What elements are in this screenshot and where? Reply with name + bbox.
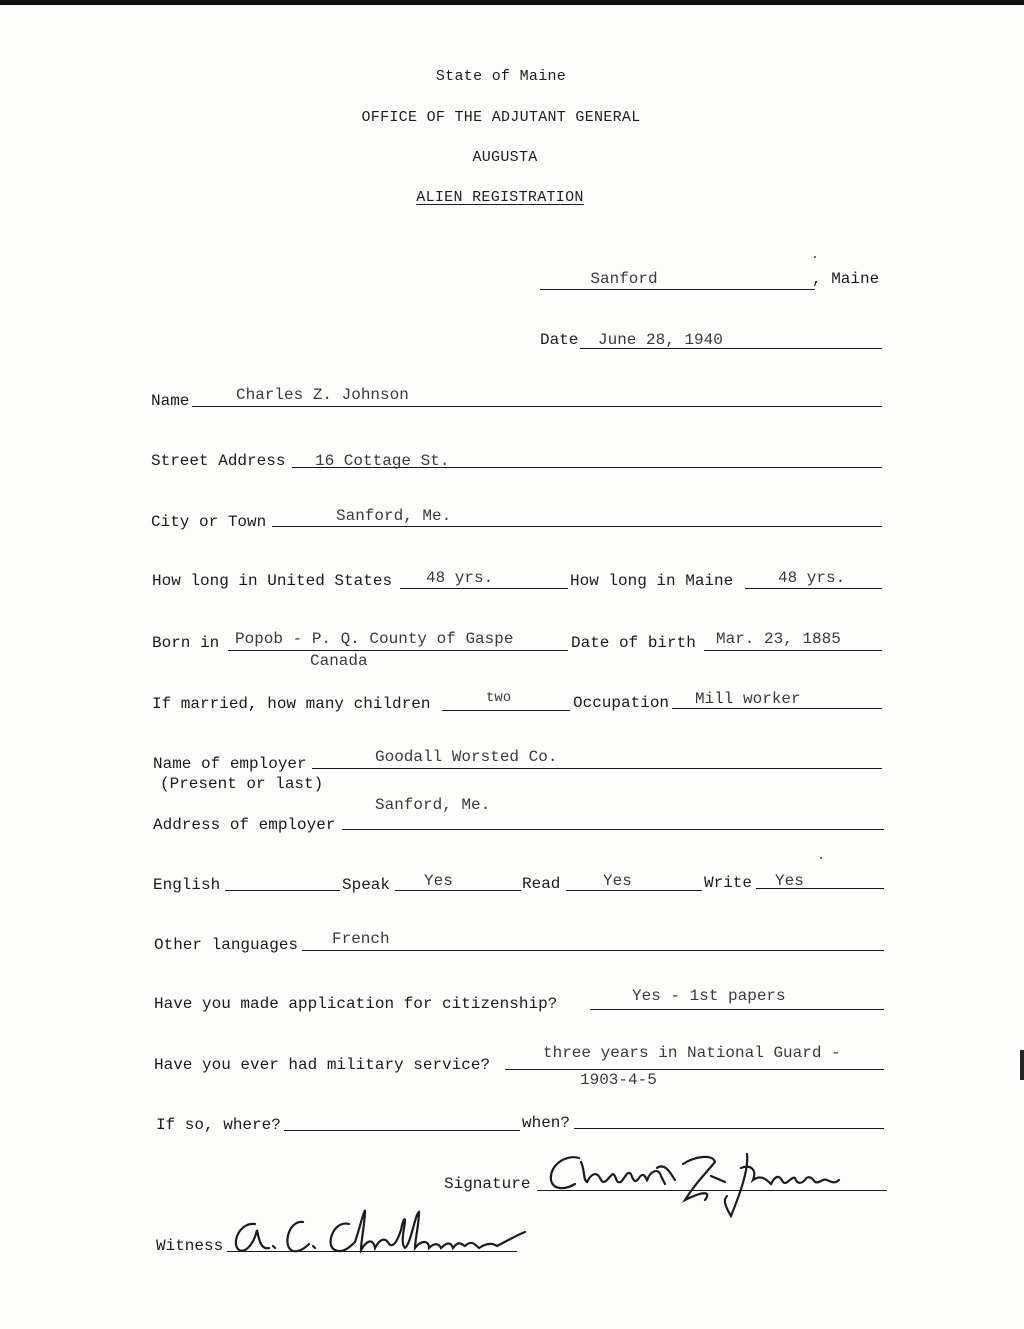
english-line	[225, 890, 340, 891]
english-label: English	[153, 876, 221, 894]
employer-address-line	[342, 829, 884, 830]
born-in-label: Born in	[152, 634, 220, 652]
city-line	[272, 526, 882, 527]
place-line	[540, 289, 815, 290]
other-languages-line	[302, 950, 884, 951]
applicant-signature	[535, 1140, 855, 1220]
citizenship-value: Yes - 1st papers	[632, 987, 786, 1005]
name-label: Name	[151, 392, 190, 410]
state-heading: State of Maine	[435, 68, 567, 85]
witness-signature	[225, 1200, 555, 1270]
street-value: 16 Cottage St.	[315, 452, 450, 470]
scan-right-edge	[1020, 1050, 1024, 1080]
children-line	[442, 710, 570, 711]
speak-label: Speak	[342, 876, 391, 894]
write-value: Yes	[775, 872, 804, 890]
write-line	[756, 888, 884, 889]
citizenship-line	[590, 1009, 884, 1010]
where-line	[284, 1130, 520, 1131]
military-value: three years in National Guard -	[543, 1044, 841, 1062]
write-label: Write	[704, 874, 753, 892]
speck	[814, 256, 816, 258]
employer-label: Name of employer	[153, 755, 307, 773]
witness-label: Witness	[156, 1237, 224, 1255]
name-value: Charles Z. Johnson	[236, 386, 409, 404]
other-languages-label: Other languages	[154, 936, 299, 954]
read-label: Read	[522, 875, 561, 893]
military-label: Have you ever had military service?	[154, 1056, 491, 1074]
us-years-line	[400, 588, 568, 589]
place-value: Sanford	[590, 270, 658, 288]
date-label: Date	[540, 331, 579, 349]
when-label: when?	[522, 1114, 571, 1132]
occupation-label: Occupation	[573, 694, 670, 712]
read-value: Yes	[603, 872, 632, 890]
date-value: June 28, 1940	[598, 331, 723, 349]
place-suffix: , Maine	[812, 270, 880, 288]
employer-sublabel: (Present or last)	[160, 775, 324, 793]
when-line	[574, 1128, 884, 1129]
military-years: 1903-4-5	[580, 1071, 657, 1089]
name-line	[192, 406, 882, 407]
other-languages-value: French	[332, 930, 390, 948]
read-line	[566, 890, 702, 891]
birth-date-value: Mar. 23, 1885	[716, 630, 841, 648]
children-label: If married, how many children	[152, 695, 431, 713]
street-line	[292, 467, 882, 468]
citizenship-label: Have you made application for citizenship?	[154, 995, 558, 1013]
speak-line	[395, 890, 521, 891]
where-label: If so, where?	[156, 1116, 281, 1134]
us-years-value: 48 yrs.	[426, 569, 494, 587]
military-line	[505, 1069, 884, 1070]
maine-years-label: How long in Maine	[570, 572, 734, 590]
form-title: ALIEN REGISTRATION	[416, 189, 584, 206]
born-in-country: Canada	[310, 652, 368, 670]
city-heading: AUGUSTA	[472, 149, 538, 166]
children-value: two	[486, 690, 512, 706]
employer-line	[312, 768, 882, 769]
speak-value: Yes	[424, 872, 453, 890]
city-value: Sanford, Me.	[336, 507, 452, 525]
maine-years-value: 48 yrs.	[778, 569, 846, 587]
employer-address-value: Sanford, Me.	[375, 796, 491, 814]
birth-date-label: Date of birth	[571, 634, 696, 652]
scan-top-edge	[0, 0, 1024, 5]
speck-2	[820, 857, 822, 859]
office-heading: OFFICE OF THE ADJUTANT GENERAL	[361, 109, 641, 126]
maine-years-line	[745, 588, 882, 589]
date-line	[580, 348, 882, 349]
born-in-value: Popob - P. Q. County of Gaspe	[235, 630, 514, 648]
us-years-label: How long in United States	[152, 572, 393, 590]
occupation-line	[672, 708, 882, 709]
employer-address-label: Address of employer	[153, 816, 336, 834]
city-label: City or Town	[151, 513, 267, 531]
born-in-line	[228, 650, 568, 651]
birth-date-line	[704, 650, 882, 651]
occupation-value: Mill worker	[695, 690, 801, 708]
signature-label: Signature	[444, 1175, 531, 1193]
employer-value: Goodall Worsted Co.	[375, 748, 558, 766]
street-label: Street Address	[151, 452, 286, 470]
